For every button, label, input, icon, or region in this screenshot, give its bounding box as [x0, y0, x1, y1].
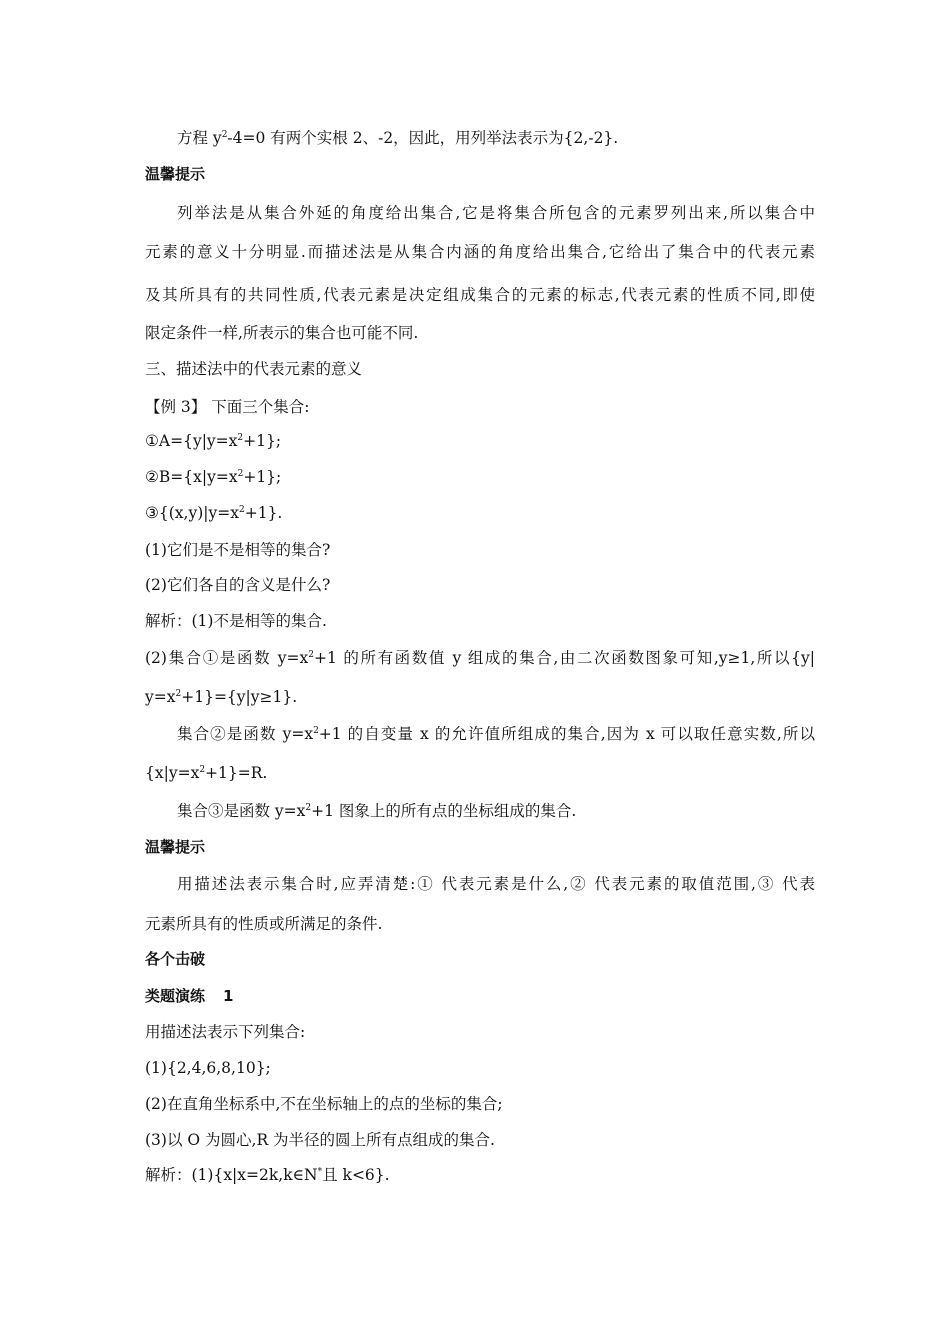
tip-paragraph-line-1: 列举法是从集合外延的角度给出集合,它是将集合所包含的元素罗列出来,所以集合中 [177, 204, 815, 222]
set-3-explanation: 集合③是函数 $y=x^2+1$ 图象上的所有点的坐标组成的集合. [177, 802, 577, 820]
set-2-explanation-line-1: 集合②是函数 $y=x^2+1$ 的自变量 x 的允许值所组成的集合,因为 x 可以取任意实数,所以 [177, 725, 815, 743]
tip-2-line-1: 用描述法表示集合时,应弄清楚:① 代表元素是什么,② 代表元素的取值范围,③ 代表 [177, 875, 815, 893]
practice-heading: 各个击破 [145, 950, 206, 968]
tip-paragraph-line-2: 元素的意义十分明显.而描述法是从集合内涵的角度给出集合,它给出了集合中的代表元素 [145, 243, 815, 261]
exercise-item-2: (2)在直角坐标系中,不在坐标轴上的点的坐标的集合; [145, 1095, 503, 1113]
set-2-explanation-line-2: $\{x|y=x^2+1\}=R$. [145, 764, 268, 782]
tip-2-line-2: 元素所具有的性质或所满足的条件. [145, 915, 383, 933]
answer-2-line-2: $y=x^2+1\}=\{y|y\ge 1\}$. [145, 688, 298, 706]
example-3-heading: 【例 3】 下面三个集合: [145, 398, 310, 416]
exercise-instruction: 用描述法表示下列集合: [145, 1023, 306, 1041]
tip-paragraph-line-3: 及其所具有的共同性质,代表元素是决定组成集合的元素的标志,代表元素的性质不同,即使 [145, 286, 815, 304]
exercise-item-1: (1){2,4,6,8,10}; [145, 1059, 271, 1077]
tip-heading-2: 温馨提示 [145, 838, 206, 856]
set-b-definition: $②B=\{x|y=x^2+1\}$; [145, 468, 282, 486]
set-a-definition: $①A=\{y|y=x^2+1\}$; [145, 432, 282, 450]
exercise-1-heading: 类题演练 1 [145, 987, 234, 1005]
tip-paragraph-line-4: 限定条件一样,所表示的集合也可能不同. [145, 324, 419, 342]
exercise-item-3: (3)以 O 为圆心,R 为半径的圆上所有点组成的集合. [145, 1131, 495, 1149]
answer-1: 解析：(1)不是相等的集合. [145, 612, 327, 630]
set-c-definition: $③\{(x,y)|y=x^2+1\}$. [145, 504, 283, 522]
answer-2-line-1: (2)集合①是函数 $y=x^2+1$ 的所有函数值 y 组成的集合,由二次函数图象可知,y≥1,所以{y| [145, 649, 815, 667]
equation-roots-line: 方程 $y^2-4=0$ 有两个实根 2、-2，因此，用列举法表示为{2,-2}. [177, 129, 619, 147]
section-heading: 三、描述法中的代表元素的意义 [145, 360, 363, 378]
tip-heading: 温馨提示 [145, 165, 206, 183]
question-1: (1)它们是不是相等的集合? [145, 541, 331, 559]
question-2: (2)它们各自的含义是什么? [145, 576, 331, 594]
exercise-answer-1: 解析：(1){x|x=2k,k∈N*且 k<6}. [145, 1166, 390, 1184]
